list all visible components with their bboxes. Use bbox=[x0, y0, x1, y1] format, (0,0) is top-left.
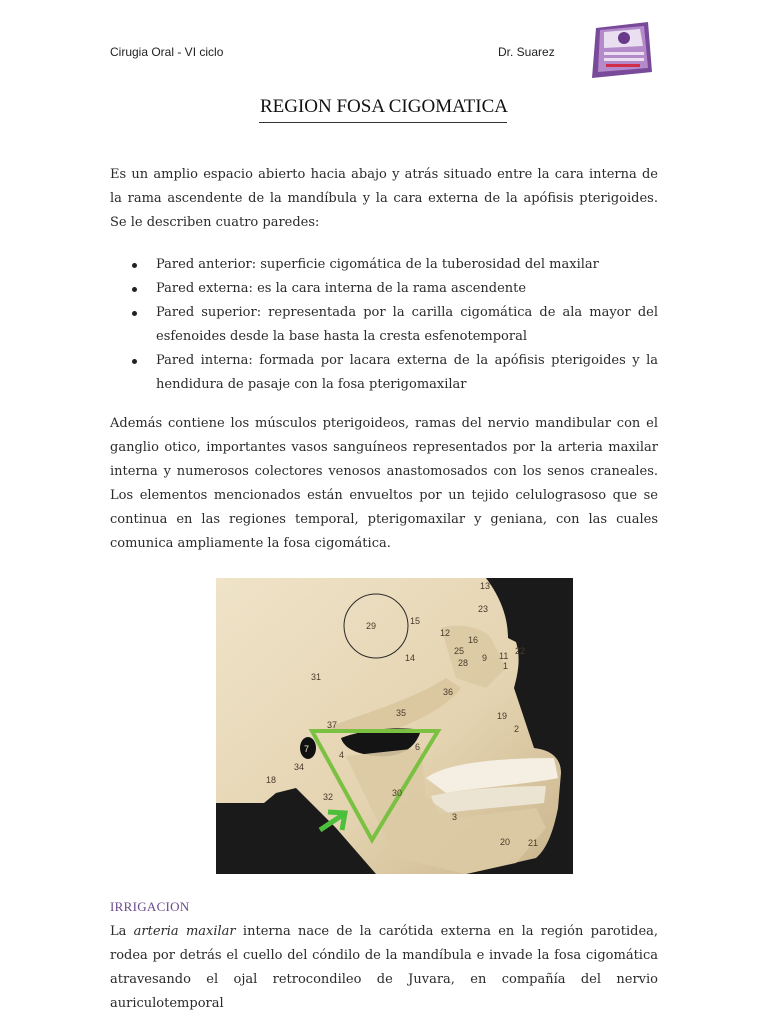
figure-label: 12 bbox=[440, 628, 451, 638]
figure-label: 11 bbox=[499, 651, 509, 661]
header-author: Dr. Suarez bbox=[498, 45, 555, 59]
figure-label: 4 bbox=[339, 750, 345, 760]
list-item: Pared anterior: superficie cigomática de la tuberosidad del maxilar bbox=[110, 253, 658, 277]
list-item: Pared interna: formada por lacara externa de la apófisis pterigoides y la hendidura de pasaje con la fosa pterigomaxilar bbox=[110, 349, 658, 397]
figure-label: 15 bbox=[410, 616, 421, 626]
figure-label: 28 bbox=[458, 658, 469, 668]
figure-label: 19 bbox=[497, 711, 508, 721]
figure-label: 2 bbox=[514, 724, 520, 734]
section-heading-irrigation: IRRIGACION bbox=[110, 899, 190, 914]
title-underline bbox=[259, 122, 507, 123]
figure-label: 30 bbox=[392, 788, 403, 798]
bullet-icon bbox=[132, 263, 137, 268]
skull-illustration bbox=[216, 578, 573, 874]
figure-label: 9 bbox=[482, 653, 488, 663]
page-title: REGION FOSA CIGOMATICA bbox=[259, 96, 509, 117]
figure-label: 32 bbox=[323, 792, 334, 802]
figure-label: 34 bbox=[294, 762, 305, 772]
list-item: Pared superior: representada por la carilla cigomática de ala mayor del esfenoides desde la base hasta la cresta esfenotemporal bbox=[110, 301, 658, 349]
figure-label: 25 bbox=[454, 646, 465, 656]
figure-label: 21 bbox=[528, 838, 539, 848]
skull-lateral-photo bbox=[216, 578, 573, 874]
contents-paragraph: Además contiene los músculos pterigoideos, ramas del nervio mandibular con el ganglio otico, importantes vasos sanguíneos representados por la arteria maxilar interna y numerosos colectores venosos anastomosados con los senos craneales. Los elementos mencionados están envueltos por un tejido celulograsoso que se continua en las regiones temporal, pterigomaxilar y geniana, con las cuales comunica ampliamente la fosa cigomática. bbox=[110, 416, 658, 551]
figure-label: 20 bbox=[500, 837, 511, 847]
bullet-icon bbox=[132, 287, 137, 292]
figure-label: 3 bbox=[452, 812, 458, 822]
figure-label: 13 bbox=[480, 581, 491, 591]
figure-label: 22 bbox=[515, 646, 526, 656]
header-course: Cirugia Oral - VI ciclo bbox=[110, 45, 224, 59]
faculty-crest-logo bbox=[590, 20, 658, 80]
figure-label: 16 bbox=[468, 635, 479, 645]
highlighted-term: arteria maxilar bbox=[133, 924, 236, 939]
figure-label: 14 bbox=[405, 653, 416, 663]
figure-label: 1 bbox=[503, 661, 509, 671]
figure-label: 36 bbox=[443, 687, 454, 697]
figure-label: 18 bbox=[266, 775, 277, 785]
list-item: Pared externa: es la cara interna de la rama ascendente bbox=[110, 277, 658, 301]
figure-label: 23 bbox=[478, 604, 489, 614]
figure-label: 7 bbox=[304, 744, 310, 754]
walls-list bbox=[110, 253, 658, 397]
figure-label: 6 bbox=[415, 742, 421, 752]
figure-label: 35 bbox=[396, 708, 407, 718]
intro-paragraph: Es un amplio espacio abierto hacia abajo y atrás situado entre la cara interna de la rama ascendente de la mandíbula y la cara externa de la apófisis pterigoides. Se le describen cuatro paredes: bbox=[110, 167, 658, 230]
bullet-icon bbox=[132, 359, 137, 364]
irrigation-paragraph: La arteria maxilar interna nace de la carótida externa en la región parotidea, rodea por detrás el cuello del cóndilo de la mandíbula e invade la fosa cigomática atravesando el ojal retrocondileo de Juvara, en compañía del nervio auriculotemporal bbox=[110, 924, 659, 1011]
figure-label: 37 bbox=[327, 720, 338, 730]
bullet-icon bbox=[132, 311, 137, 316]
figure-label: 29 bbox=[366, 621, 377, 631]
figure-label: 31 bbox=[311, 672, 322, 682]
